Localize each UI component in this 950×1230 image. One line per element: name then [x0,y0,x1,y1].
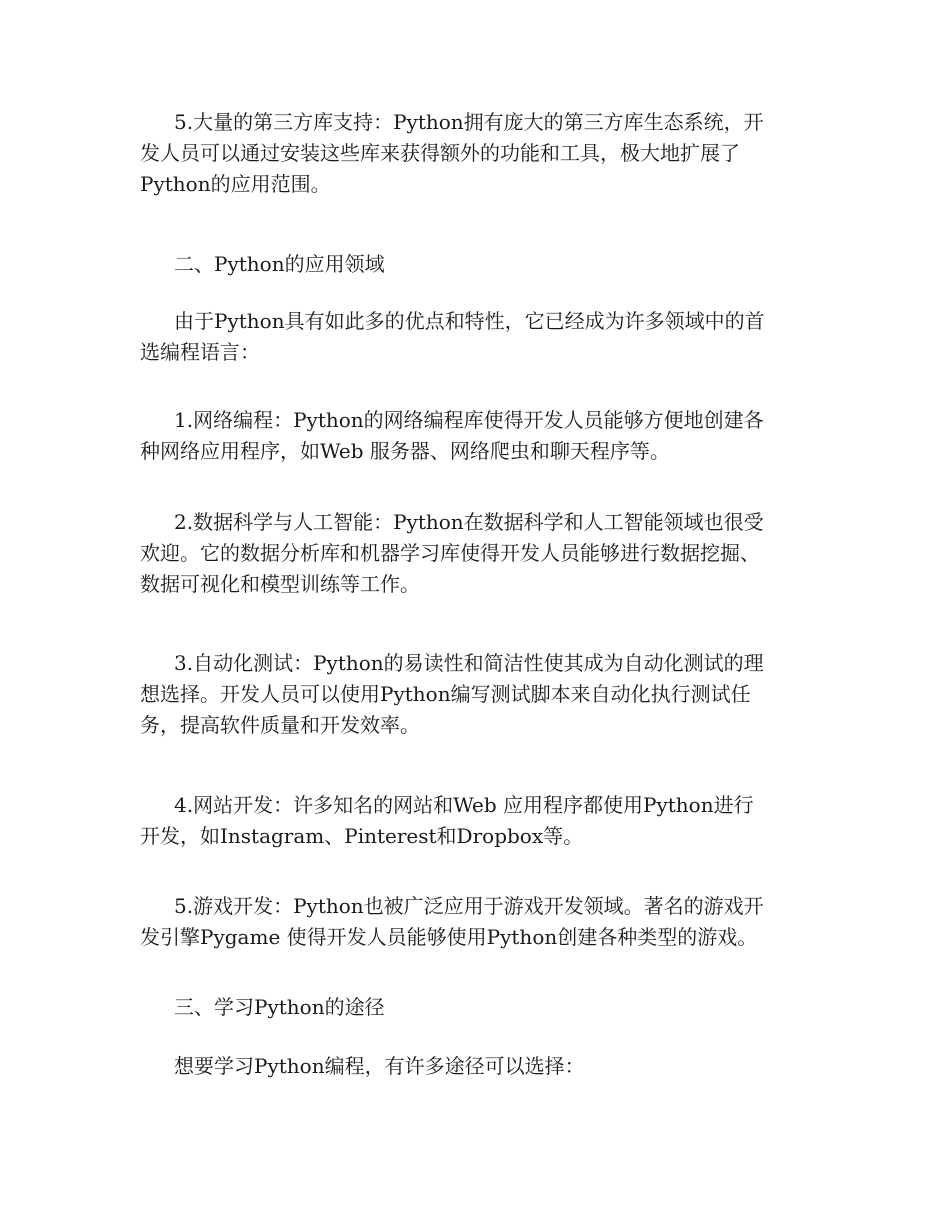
text-line: 想要学习Python编程，有许多途径可以选择： [174,1054,585,1078]
text-line: 开发，如Instagram、Pinterest和Dropbox等。 [140,824,584,848]
text-line: 欢迎。它的数据分析库和机器学习库使得开发人员能够进行数据挖掘、 [140,541,760,565]
paragraph-learning-intro [140,1051,820,1082]
text-line: 5.大量的第三方库支持：Python拥有庞大的第三方库生态系统，开 [174,110,764,134]
text-line: Python的应用范围。 [140,172,331,196]
text-line: 1.网络编程：Python的网络编程库使得开发人员能够方便地创建各 [174,408,764,432]
text-line: 种网络应用程序，如Web 服务器、网络爬虫和聊天程序等。 [140,439,670,463]
paragraph-data-science-ai [140,507,820,600]
section-heading-learning-paths [140,992,820,1023]
text-line: 想选择。开发人员可以使用Python编写测试脚本来自动化执行测试任 [140,682,751,706]
text-line: 三、学习Python的途径 [174,995,385,1019]
text-line: 数据可视化和模型训练等工作。 [140,572,420,596]
paragraph-web-development [140,790,820,852]
text-line: 发引擎Pygame 使得开发人员能够使用Python创建各种类型的游戏。 [140,925,758,949]
text-line: 务，提高软件质量和开发效率。 [140,713,420,737]
text-line: 5.游戏开发：Python也被广泛应用于游戏开发领域。著名的游戏开 [174,894,764,918]
text-line: 发人员可以通过安装这些库来获得额外的功能和工具，极大地扩展了 [140,141,740,165]
text-line: 由于Python具有如此多的优点和特性，它已经成为许多领域中的首 [174,309,765,333]
paragraph-network-programming [140,405,820,467]
section-heading-application-areas [140,249,820,280]
paragraph-automated-testing [140,648,820,741]
text-line: 2.数据科学与人工智能：Python在数据科学和人工智能领域也很受 [174,510,764,534]
text-line: 选编程语言： [140,340,260,364]
text-line: 3.自动化测试：Python的易读性和简洁性使其成为自动化测试的理 [174,651,764,675]
paragraph-third-party-libraries [140,107,820,200]
paragraph-game-development [140,891,820,953]
text-line: 二、Python的应用领域 [174,252,385,276]
text-line: 4.网站开发：许多知名的网站和Web 应用程序都使用Python进行 [174,793,754,817]
paragraph-intro-application [140,306,820,368]
